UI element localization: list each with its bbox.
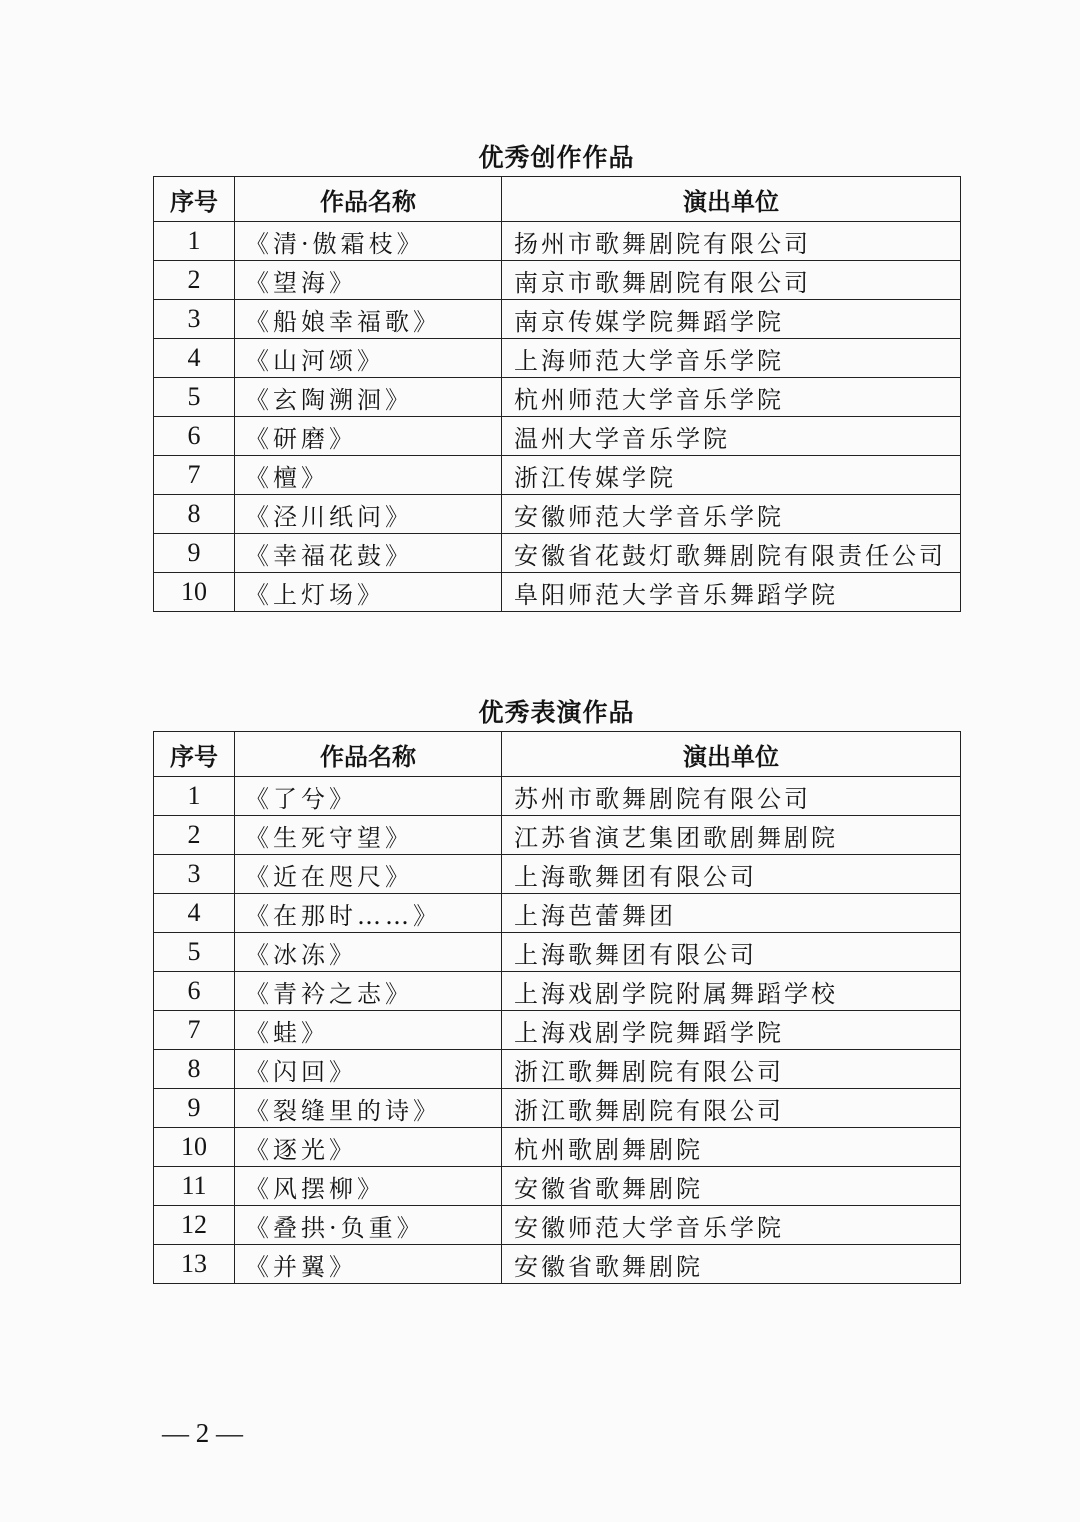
row-number: 9: [154, 534, 235, 573]
table-row: [154, 378, 961, 417]
row-number: 8: [154, 1050, 235, 1089]
work-name: 《裂缝里的诗》: [235, 1089, 502, 1128]
row-number: 13: [154, 1245, 235, 1284]
work-name: 《玄陶溯洄》: [235, 378, 502, 417]
table-row: [154, 1011, 961, 1050]
performing-unit: 安徽省花鼓灯歌舞剧院有限责任公司: [502, 534, 961, 573]
table-row: [154, 972, 961, 1011]
table-header-row: [154, 177, 961, 222]
performing-unit: 南京市歌舞剧院有限公司: [502, 261, 961, 300]
performing-unit: 浙江歌舞剧院有限公司: [502, 1050, 961, 1089]
performing-unit: 杭州师范大学音乐学院: [502, 378, 961, 417]
performing-unit: 温州大学音乐学院: [502, 417, 961, 456]
row-number: 2: [154, 261, 235, 300]
work-name: 《蛙》: [235, 1011, 502, 1050]
row-number: 9: [154, 1089, 235, 1128]
performing-unit: 浙江传媒学院: [502, 456, 961, 495]
work-name: 《清·傲霜枝》: [235, 222, 502, 261]
table-row: [154, 777, 961, 816]
work-name: 《上灯场》: [235, 573, 502, 612]
table-row: [154, 1245, 961, 1284]
performing-unit: 上海歌舞团有限公司: [502, 855, 961, 894]
row-number: 1: [154, 222, 235, 261]
work-name: 《研磨》: [235, 417, 502, 456]
table-row: [154, 222, 961, 261]
table-row: [154, 261, 961, 300]
performing-unit: 南京传媒学院舞蹈学院: [502, 300, 961, 339]
section-title: 优秀表演作品: [478, 698, 635, 727]
performing-unit: 杭州歌剧舞剧院: [502, 1128, 961, 1167]
row-number: 5: [154, 933, 235, 972]
row-number: 12: [154, 1206, 235, 1245]
work-name: 《并翼》: [235, 1245, 502, 1284]
header-number: 序号: [154, 732, 235, 777]
row-number: 10: [154, 1128, 235, 1167]
header-work-name: 作品名称: [235, 732, 502, 777]
table-row: [154, 1050, 961, 1089]
performing-unit: 江苏省演艺集团歌剧舞剧院: [502, 816, 961, 855]
work-name: 《闪回》: [235, 1050, 502, 1089]
row-number: 7: [154, 456, 235, 495]
table-row: [154, 1167, 961, 1206]
table-row: [154, 1206, 961, 1245]
table-row: [154, 417, 961, 456]
performing-unit: 阜阳师范大学音乐舞蹈学院: [502, 573, 961, 612]
table-row: [154, 495, 961, 534]
section-creative-works: [153, 140, 960, 612]
row-number: 10: [154, 573, 235, 612]
performing-unit: 浙江歌舞剧院有限公司: [502, 1089, 961, 1128]
page-number: — 2 —: [162, 1418, 243, 1448]
row-number: 4: [154, 339, 235, 378]
performing-unit: 安徽省歌舞剧院: [502, 1245, 961, 1284]
table-row: [154, 339, 961, 378]
performing-unit: 上海师范大学音乐学院: [502, 339, 961, 378]
work-name: 《山河颂》: [235, 339, 502, 378]
work-name: 《近在咫尺》: [235, 855, 502, 894]
table-row: [154, 933, 961, 972]
performing-unit: 安徽师范大学音乐学院: [502, 1206, 961, 1245]
work-name: 《泾川纸问》: [235, 495, 502, 534]
table-row: [154, 534, 961, 573]
row-number: 3: [154, 855, 235, 894]
row-number: 2: [154, 816, 235, 855]
performing-unit: 扬州市歌舞剧院有限公司: [502, 222, 961, 261]
table-row: [154, 573, 961, 612]
table-row: [154, 816, 961, 855]
work-name: 《逐光》: [235, 1128, 502, 1167]
row-number: 3: [154, 300, 235, 339]
performing-unit: 上海戏剧学院附属舞蹈学校: [502, 972, 961, 1011]
work-name: 《船娘幸福歌》: [235, 300, 502, 339]
work-name: 《生死守望》: [235, 816, 502, 855]
header-work-name: 作品名称: [235, 177, 502, 222]
row-number: 4: [154, 894, 235, 933]
work-name: 《冰冻》: [235, 933, 502, 972]
performing-unit: 上海芭蕾舞团: [502, 894, 961, 933]
header-performing-unit: 演出单位: [502, 732, 961, 777]
performing-unit: 苏州市歌舞剧院有限公司: [502, 777, 961, 816]
header-number: 序号: [154, 177, 235, 222]
row-number: 8: [154, 495, 235, 534]
work-name: 《了兮》: [235, 777, 502, 816]
table-row: [154, 1089, 961, 1128]
row-number: 6: [154, 417, 235, 456]
row-number: 7: [154, 1011, 235, 1050]
table-row: [154, 300, 961, 339]
table-row: [154, 456, 961, 495]
table-header-row: [154, 732, 961, 777]
performing-unit: 上海戏剧学院舞蹈学院: [502, 1011, 961, 1050]
performing-unit: 安徽省歌舞剧院: [502, 1167, 961, 1206]
work-name: 《风摆柳》: [235, 1167, 502, 1206]
work-name: 《望海》: [235, 261, 502, 300]
header-performing-unit: 演出单位: [502, 177, 961, 222]
work-name: 《青衿之志》: [235, 972, 502, 1011]
section-title: 优秀创作作品: [478, 143, 635, 172]
performing-unit: 上海歌舞团有限公司: [502, 933, 961, 972]
row-number: 6: [154, 972, 235, 1011]
works-table: [153, 176, 961, 612]
works-table: [153, 731, 961, 1284]
work-name: 《在那时……》: [235, 894, 502, 933]
row-number: 1: [154, 777, 235, 816]
work-name: 《叠拱·负重》: [235, 1206, 502, 1245]
work-name: 《幸福花鼓》: [235, 534, 502, 573]
table-row: [154, 894, 961, 933]
row-number: 5: [154, 378, 235, 417]
performing-unit: 安徽师范大学音乐学院: [502, 495, 961, 534]
table-row: [154, 855, 961, 894]
row-number: 11: [154, 1167, 235, 1206]
section-performance-works: [153, 695, 960, 1284]
table-row: [154, 1128, 961, 1167]
work-name: 《檀》: [235, 456, 502, 495]
